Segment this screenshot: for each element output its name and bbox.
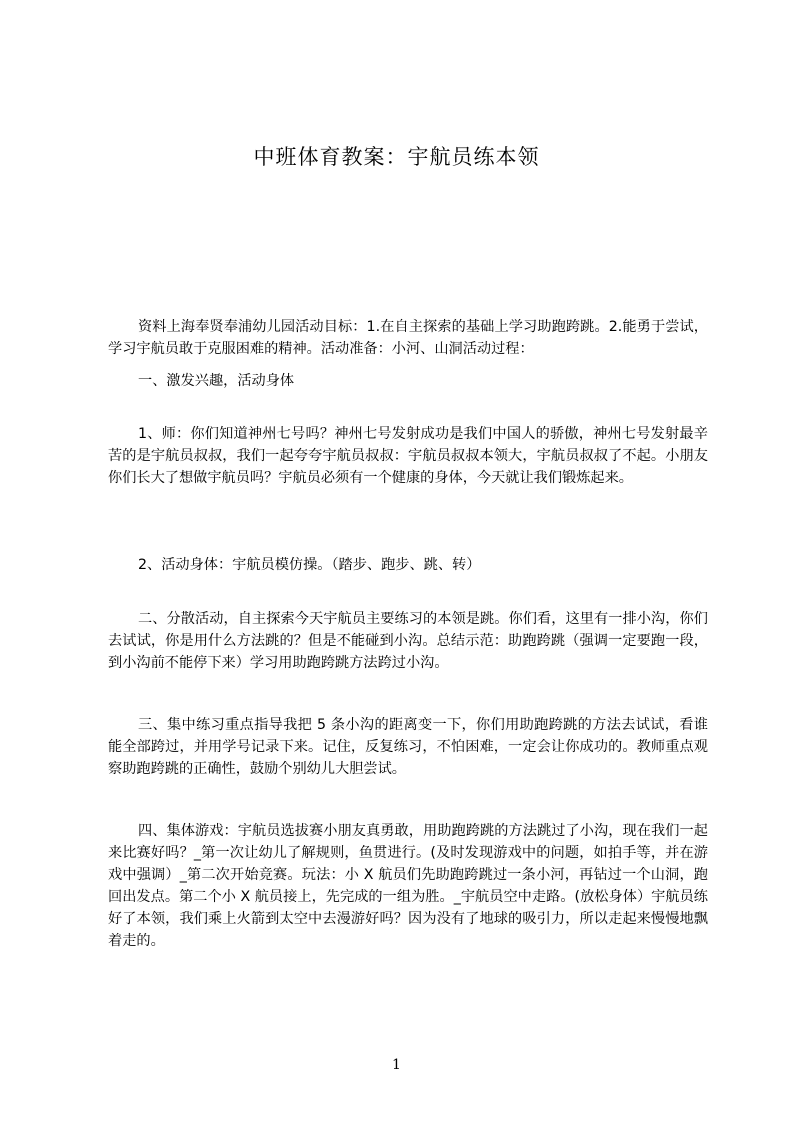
- paragraph-step-1: 1、师：你们知道神州七号吗？神州七号发射成功是我们中国人的骄傲，神州七号发射最辛苦的是宇航员叔叔，我们一起夸夸宇航员叔叔：宇航员叔叔本领大，宇航员叔叔了不起。小朋友你们长大了想做宇航员吗？宇航员必须有一个健康的身体，今天就让我们锻炼起来。: [108, 426, 708, 486]
- paragraph-intro: 资料上海奉贤奉浦幼儿园活动目标：1.在自主探索的基础上学习助跑跨跳。2.能勇于尝试，学习宇航员敢于克服困难的精神。活动准备：小河、山洞活动过程：: [108, 319, 708, 357]
- paragraph-section-3: 三、集中练习重点指导我把 5 条小沟的距离变一下，你们用助跑跨跳的方法去试试，看谁能全部跨过，并用学号记录下来。记住，反复练习，不怕困难，一定会让你成功的。教师重点观察助跑跨跳的正确性，鼓励个别幼儿大胆尝试。: [108, 717, 708, 777]
- page-number: 1: [392, 1057, 401, 1073]
- paragraph-section-2: 二、分散活动，自主探索今天宇航员主要练习的本领是跳。你们看，这里有一排小沟，你们去试试，你是用什么方法跳的？但是不能碰到小沟。总结示范：助跑跨跳（强调一定要跑一段，到小沟前不能停下来）学习用助跑跨跳方法跨过小沟。: [108, 611, 708, 671]
- paragraph-step-2: 2、活动身体：宇航员模仿操。（踏步、跑步、跳、转）: [138, 557, 481, 573]
- paragraph-section-4: 四、集体游戏：宇航员选拔赛小朋友真勇敢，用助跑跨跳的方法跳过了小沟，现在我们一起来比赛好吗？_第一次让幼儿了解规则，鱼贯进行。(及时发现游戏中的问题，如拍手等，并在游戏中强调）_第二次开始竞赛。玩法：小 X 航员们先助跑跨跳过一条小河，再钻过一个山洞，跑回出发点。第二个小 X 航员接上，先完成的一组为胜。_宇航员空中走路。(放松身体）宇航员练好了本领，我们乘上火箭到太空中去漫游好吗？因为没有了地球的吸引力，所以走起来慢慢地飘着走的。: [108, 823, 708, 949]
- section-heading-1: 一、激发兴趣，活动身体: [138, 373, 295, 389]
- document-title: 中班体育教案：宇航员练本领: [253, 145, 540, 169]
